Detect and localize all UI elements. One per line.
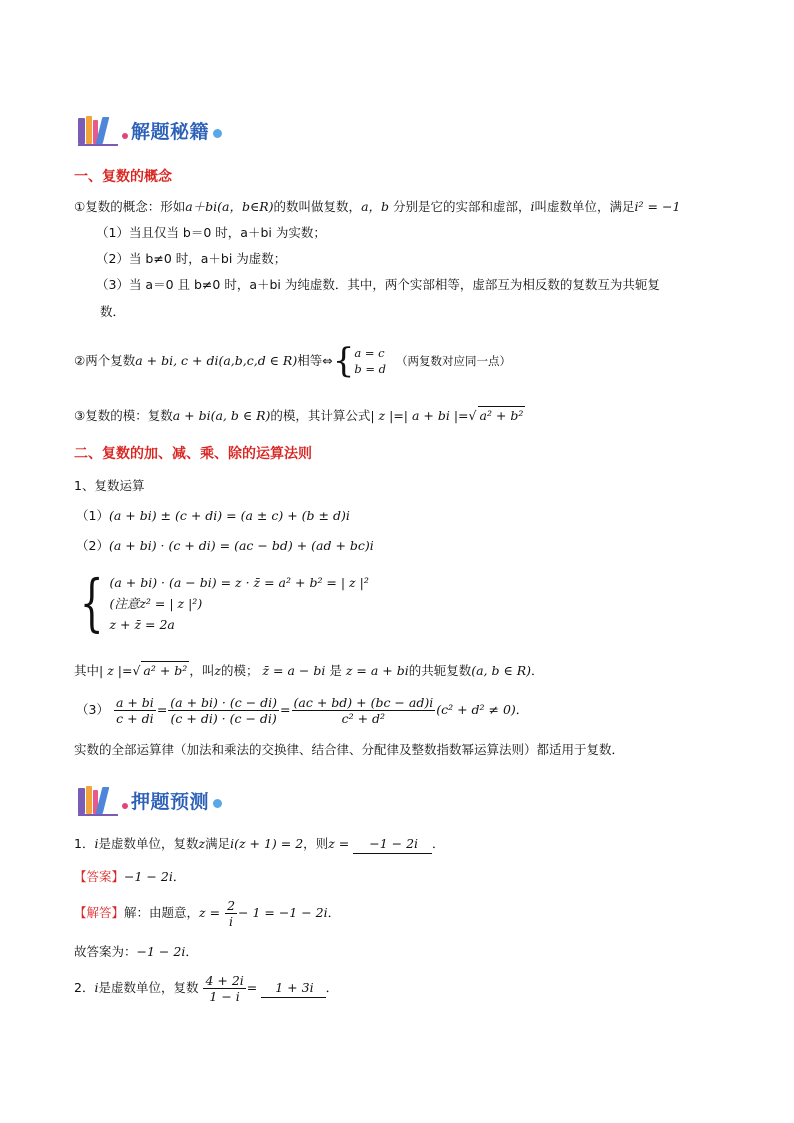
- math-expr: −1 − 2i: [124, 869, 173, 884]
- conjugate-system: [72, 568, 369, 638]
- text: 的模；: [220, 663, 259, 678]
- text: 分别是它的实部和虚部，: [393, 199, 531, 214]
- math-expr: i: [530, 199, 535, 214]
- fraction-numerator: a + bi: [115, 695, 154, 710]
- text: 相等⇔: [297, 353, 333, 368]
- text: 2．: [74, 980, 95, 995]
- solution-line: [74, 897, 340, 929]
- text: （3）: [76, 702, 109, 717]
- section-title-operations: 二、复数的加、减、乘、除的运算法则: [74, 446, 312, 462]
- text: ①复数的概念：形如: [74, 199, 186, 214]
- fraction-numerator: (a + bi) · (c − di): [170, 695, 278, 710]
- banner-title: 解题秘籍: [131, 120, 210, 143]
- fraction: [114, 695, 156, 726]
- math-expr: | z |=: [99, 663, 133, 678]
- text: ．: [530, 663, 544, 678]
- math-expr: z =: [199, 905, 221, 920]
- dot-icon: [122, 133, 128, 139]
- concept-item-2: [74, 342, 511, 380]
- text: 是: [329, 663, 342, 678]
- operation-3: （3） $\frac{a + bi}{c + di}$ = $\frac{(a + bi) \cdot (c - di)}{(c + di) \cdot (c - di)}$ = $\frac{(ac + bd) + (bc - ad)i}{\text{c² + d²}}$ (c² + d² ≠ 0)．: [76, 695, 529, 726]
- text: （1）: [76, 508, 109, 523]
- concept-sub-2: （2）当 b≠0 时，a＋bi 为虚数；: [96, 251, 287, 266]
- math-expr: z = a + bi: [345, 663, 409, 678]
- fraction-numerator: 4 + 2i: [205, 973, 244, 988]
- problem-2: [74, 972, 338, 1004]
- text: ．: [172, 869, 186, 884]
- solution-label: 【解答】: [74, 905, 125, 920]
- math-expr: (注意z² = | z |²): [109, 595, 203, 611]
- operation-rule: 实数的全部运算律（加法和乘法的交换律、结合律、分配律及整数指数幂运算法则）都适用于复数．: [74, 742, 625, 757]
- sqrt-icon: √: [132, 663, 141, 678]
- fraction-denominator: c + di: [116, 711, 154, 726]
- dot-icon: [122, 803, 128, 809]
- fraction-numerator: 2: [227, 898, 236, 913]
- problem-1: [74, 835, 445, 854]
- concept-sub-3-cont: 数．: [100, 304, 126, 319]
- text: 故答案为：: [74, 944, 137, 959]
- math-expr: z + z̄ = 2a: [109, 616, 175, 632]
- text: 的共轭复数: [408, 663, 472, 678]
- text: 满足: [205, 836, 231, 851]
- fraction: [292, 695, 436, 726]
- circle-icon: [213, 129, 222, 138]
- text: 是虚数单位，复数: [98, 980, 199, 995]
- section-title-concept: 一、复数的概念: [74, 169, 172, 185]
- text: ．: [327, 905, 341, 920]
- math-expr: (a + bi) · (a − bi) = z · z̄ = a² + b² = | z |²: [109, 574, 369, 590]
- math-expr: i(z + 1) = 2: [230, 836, 304, 851]
- math-expr: −1 − 2i: [136, 944, 186, 959]
- fraction-denominator: i: [229, 914, 234, 929]
- math-expr: a + bi(a, b ∈ R): [172, 408, 271, 423]
- fraction-numerator: (ac + bd) + (bc − ad)i: [293, 695, 434, 710]
- banner-predict: [78, 783, 222, 817]
- concept-sub-1: （1）当且仅当 b＝0 时，a＋bi 为实数；: [96, 225, 326, 240]
- math-expr: i: [94, 980, 99, 995]
- math-expr: =: [246, 980, 258, 995]
- fraction-denominator: 1 − i: [209, 989, 240, 1004]
- math-expr: (a + bi) · (c + di) = (ac − bd) + (ad + bc)i: [108, 538, 374, 553]
- fraction-denominator: (c + di) · (c − di): [170, 711, 277, 726]
- math-expr: (a, b ∈ R): [471, 663, 531, 678]
- text: 其中: [74, 663, 100, 678]
- text: 的数叫做复数，: [273, 199, 362, 214]
- math-expr: a² + b²: [479, 408, 524, 423]
- answer-line: [74, 868, 185, 886]
- circle-icon: [213, 799, 222, 808]
- operation-1: [76, 507, 350, 525]
- operations-heading: 1、复数运算: [74, 478, 145, 493]
- text: 是虚数单位，复数: [98, 836, 199, 851]
- text: （两复数对应同一点）: [396, 354, 511, 368]
- operation-2: [76, 537, 374, 555]
- math-expr: a + bi, c + di(a,b,c,d ∈ R): [135, 353, 298, 368]
- text: 的模，其计算公式: [270, 408, 371, 423]
- fraction: [203, 973, 245, 1004]
- text: ．: [185, 944, 198, 959]
- sqrt-icon: √: [468, 408, 477, 423]
- text: ．: [515, 702, 529, 717]
- math-expr: a＋bi(a，b∈R): [185, 199, 274, 214]
- concept-item-1: [74, 198, 680, 216]
- final-answer-line: [74, 943, 198, 961]
- modulus-conjugate-line: [74, 661, 544, 680]
- fraction: [168, 695, 279, 726]
- text: （2）: [76, 538, 109, 553]
- books-icon: [78, 114, 118, 146]
- brace-icon: {: [79, 566, 104, 639]
- text: 解：由题意，: [124, 905, 200, 920]
- math-expr: − 1 = −1 − 2i: [238, 905, 328, 920]
- text: ．: [432, 836, 445, 851]
- math-expr: z̄ = a − bi: [262, 663, 326, 678]
- math-expr: b = d: [354, 362, 386, 376]
- text: ③复数的模：复数: [74, 408, 173, 423]
- text: ．: [325, 980, 339, 995]
- math-expr: z =: [328, 836, 350, 851]
- answer-blank: −1 − 2i: [353, 835, 432, 854]
- math-expr: i: [94, 836, 99, 851]
- math-expr: | z |=| a + bi |=: [370, 408, 469, 423]
- math-expr: a，b: [361, 199, 390, 214]
- answer-label: 【答案】: [74, 869, 125, 884]
- text: 叫虚数单位，满足: [534, 199, 635, 214]
- text: ②两个复数: [74, 353, 136, 368]
- math-expr: (a + bi) ± (c + di) = (a ± c) + (b ± d)i: [108, 508, 350, 523]
- math-expr: a² + b²: [143, 663, 188, 678]
- math-expr: a = c: [354, 346, 385, 360]
- math-expr: (c² + d² ≠ 0): [436, 702, 516, 717]
- answer-blank: 1 + 3i: [261, 979, 325, 998]
- concept-item-3: [74, 406, 525, 425]
- brace-icon: {: [332, 341, 355, 381]
- text: ，则: [303, 836, 329, 851]
- banner-solving-tips: [78, 113, 222, 147]
- banner-title: 押题预测: [131, 790, 210, 813]
- math-expr: z: [198, 836, 206, 851]
- books-icon: [78, 784, 118, 816]
- concept-sub-3: （3）当 a＝0 且 b≠0 时，a＋bi 为纯虚数．其中，两个实部相等，虚部互为相反数的复数互为共轭复: [96, 277, 660, 292]
- math-expr: z: [214, 663, 221, 678]
- text: ，叫: [189, 663, 215, 678]
- text: 1．: [74, 836, 95, 851]
- fraction: [225, 898, 237, 929]
- math-expr: i² = −1: [634, 199, 681, 214]
- fraction-denominator: c² + d²: [341, 711, 386, 726]
